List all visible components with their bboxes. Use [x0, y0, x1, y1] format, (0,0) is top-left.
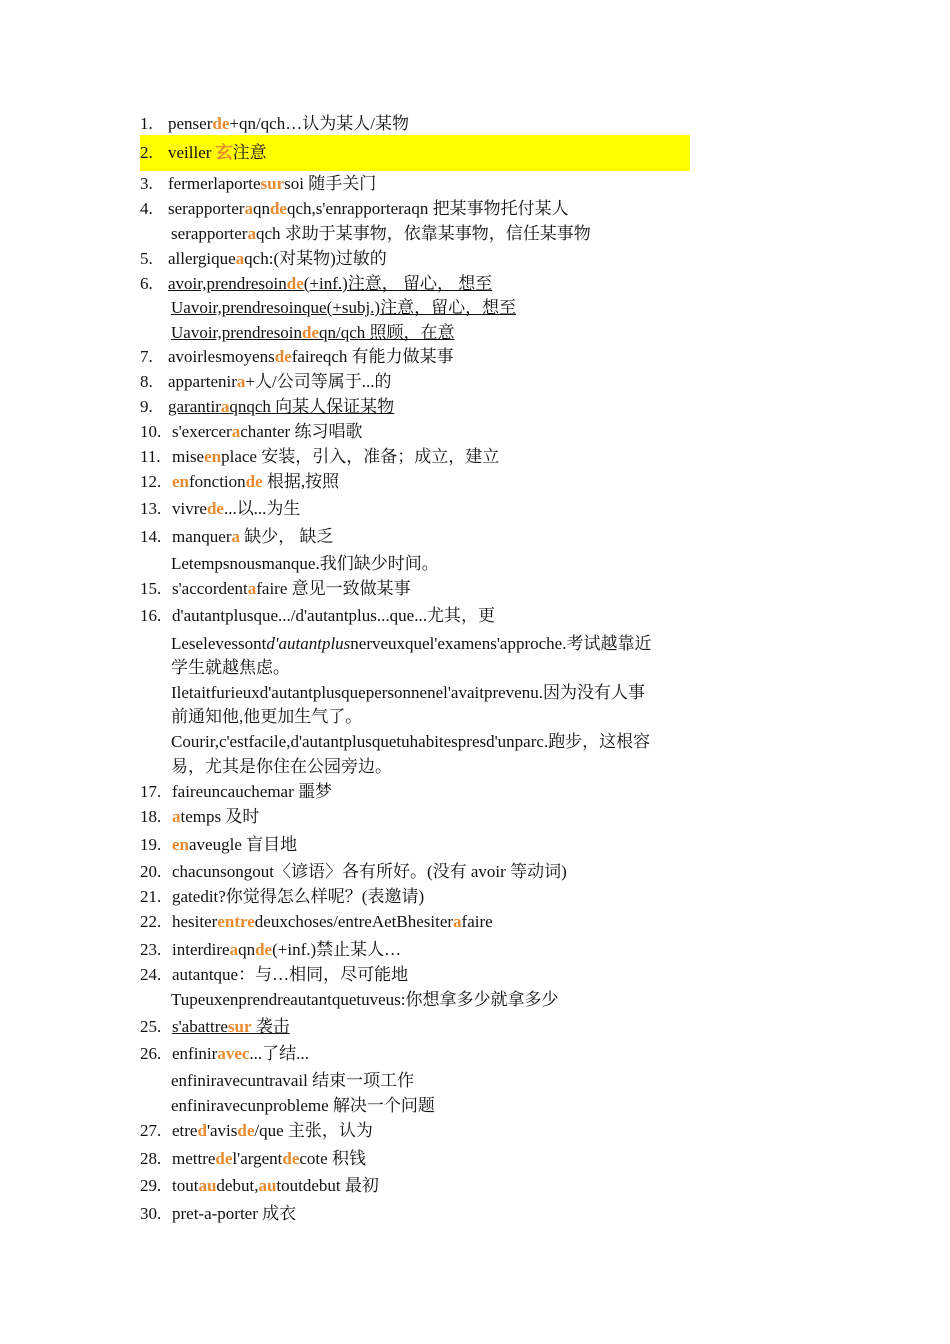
- list-item: [140, 498, 300, 520]
- item-number: 5.: [140, 249, 153, 268]
- text-segment: Uavoir,prendresoin: [171, 323, 303, 342]
- item-number: 4.: [140, 199, 153, 218]
- item-number: 1.: [140, 114, 153, 133]
- item-text: [171, 658, 290, 677]
- list-item: [140, 911, 493, 933]
- text-segment: 'avis: [206, 1121, 238, 1140]
- list-item: [140, 471, 339, 493]
- list-item: [140, 1016, 290, 1038]
- list-item-continuation: [171, 682, 645, 704]
- text-segment: serapporter: [171, 224, 248, 243]
- highlighted-preposition: d: [197, 1121, 207, 1140]
- text-segment: tout: [172, 1176, 199, 1195]
- item-text: [168, 347, 454, 366]
- text-segment: hesiter: [172, 912, 218, 931]
- list-item: [140, 371, 391, 393]
- list-item-continuation: [171, 756, 392, 778]
- item-text: [171, 554, 439, 573]
- text-segment: debut,: [216, 1176, 259, 1195]
- text-segment: /que 主张，认为: [254, 1121, 373, 1140]
- item-number: 19.: [140, 835, 162, 854]
- text-segment: Iletaitfurieuxd'autantplusquepersonnenel'avaitprevenu.因为没有人事: [171, 683, 645, 702]
- highlighted-preposition: de: [206, 499, 224, 518]
- highlighted-preposition: a: [235, 249, 245, 268]
- text-segment: qn: [238, 940, 256, 959]
- text-segment: nerveuxquel'examens'approche.考试越靠近: [350, 634, 652, 653]
- item-number: 28.: [140, 1149, 162, 1168]
- item-text: [168, 199, 569, 218]
- text-segment: 袭击: [251, 1017, 290, 1036]
- item-number: 24.: [140, 965, 162, 984]
- list-item-continuation: [171, 989, 558, 1011]
- text-segment: qn: [252, 199, 270, 218]
- item-text: [168, 397, 394, 416]
- highlighted-preposition: de: [255, 940, 273, 959]
- text-segment: s'abattre: [172, 1017, 228, 1036]
- item-number: 20.: [140, 862, 162, 881]
- item-text: [171, 1071, 414, 1090]
- item-text: [171, 757, 392, 776]
- text-segment: 缺少， 缺乏: [239, 527, 334, 546]
- text-segment: veiller: [168, 143, 216, 162]
- highlighted-preposition: de: [245, 472, 263, 491]
- item-number: 16.: [140, 606, 162, 625]
- item-text: [168, 143, 267, 162]
- list-item-continuation: [171, 223, 591, 245]
- list-item: [140, 273, 492, 295]
- list-item: [140, 939, 401, 961]
- list-item: [140, 1120, 373, 1142]
- text-segment: toutdebut 最初: [276, 1176, 379, 1195]
- highlighted-preposition: de: [237, 1121, 255, 1140]
- item-text: [168, 174, 376, 193]
- item-text: [168, 114, 409, 133]
- text-segment: cote 积钱: [299, 1149, 366, 1168]
- text-segment: 注意: [232, 143, 267, 162]
- text-segment: d'autantplus: [266, 634, 351, 653]
- list-item: [140, 142, 267, 164]
- highlighted-preposition: a: [247, 579, 257, 598]
- item-number: 13.: [140, 499, 162, 518]
- text-segment: gatedit?你觉得怎么样呢？(表邀请): [172, 887, 425, 906]
- item-number: 15.: [140, 579, 162, 598]
- text-segment: vivre: [172, 499, 207, 518]
- list-item-continuation: [171, 706, 362, 728]
- text-segment: 前通知他,他更加生气了。: [171, 707, 363, 726]
- item-text: [171, 1096, 435, 1115]
- text-segment: soi 随手关门: [284, 174, 377, 193]
- text-segment: faireqch 有能力做某事: [291, 347, 454, 366]
- text-segment: qn/qch 照顾，在意: [319, 323, 455, 342]
- text-segment: +qn/qch…认为某人/某物: [229, 114, 409, 133]
- text-segment: avoirlesmoyens: [168, 347, 275, 366]
- text-segment: place 安装，引入，准备；成立，建立: [221, 447, 500, 466]
- list-item-continuation: [171, 1095, 435, 1117]
- highlighted-preposition: a: [220, 397, 230, 416]
- item-text: [172, 835, 297, 854]
- text-segment: s'exercer: [172, 422, 232, 441]
- item-text: [171, 683, 645, 702]
- item-text: [171, 634, 651, 653]
- item-number: 9.: [140, 397, 153, 416]
- item-number: 14.: [140, 527, 162, 546]
- item-text: [172, 579, 411, 598]
- list-item: [140, 1043, 309, 1065]
- list-item: [140, 886, 424, 908]
- text-segment: enfinir: [172, 1044, 218, 1063]
- highlighted-preposition: de: [282, 1149, 300, 1168]
- text-segment: qch 求助于某事物，依靠某事物，信任某事物: [255, 224, 591, 243]
- text-segment: aveugle 盲目地: [189, 835, 298, 854]
- text-segment: d'autantplusque.../d'autantplus...que...尤其，更: [172, 606, 495, 625]
- list-item: [140, 446, 499, 468]
- item-text: [171, 224, 591, 243]
- text-segment: qch:(对某物)过敏的: [244, 249, 387, 268]
- item-number: 25.: [140, 1017, 162, 1036]
- highlighted-preposition: de: [274, 347, 292, 366]
- item-number: 21.: [140, 887, 162, 906]
- text-segment: fonction: [189, 472, 246, 491]
- text-segment: 易，尤其是你住在公园旁边。: [171, 757, 392, 776]
- list-item: [140, 578, 411, 600]
- list-item: [140, 248, 387, 270]
- text-segment: qnqch 向某人保证某物: [229, 397, 395, 416]
- text-segment: penser: [168, 114, 213, 133]
- text-segment: Uavoir,prendresoinque(+subj.)注意，留心，想至: [171, 298, 517, 317]
- highlighted-preposition: de: [269, 199, 287, 218]
- item-text: [172, 447, 499, 466]
- text-segment: mise: [172, 447, 205, 466]
- list-item: [140, 1203, 296, 1225]
- text-segment: faire: [461, 912, 493, 931]
- highlighted-preposition: au: [198, 1176, 217, 1195]
- list-item: [140, 198, 569, 220]
- item-number: 30.: [140, 1204, 162, 1223]
- highlighted-preposition: a: [236, 372, 246, 391]
- text-segment: (+inf.)注意， 留心， 想至: [303, 274, 493, 293]
- item-number: 27.: [140, 1121, 162, 1140]
- item-text: [172, 862, 567, 881]
- list-item-continuation: [171, 633, 651, 655]
- highlighted-preposition: au: [258, 1176, 277, 1195]
- list-item: [140, 421, 362, 443]
- text-segment: allergique: [168, 249, 236, 268]
- text-segment: chanter 练习唱歌: [240, 422, 363, 441]
- text-segment: mettre: [172, 1149, 216, 1168]
- item-text: [172, 472, 339, 491]
- highlighted-preposition: en: [172, 835, 189, 854]
- item-text: [171, 990, 558, 1009]
- highlighted-preposition: de: [302, 323, 320, 342]
- highlighted-preposition: avec: [217, 1044, 250, 1063]
- item-number: 6.: [140, 274, 153, 293]
- text-segment: faire 意见一致做某事: [256, 579, 411, 598]
- text-segment: fermerlaporte: [168, 174, 261, 193]
- item-text: [172, 965, 408, 984]
- list-item: [140, 861, 567, 883]
- list-item-continuation: [171, 731, 650, 753]
- text-segment: etre: [172, 1121, 198, 1140]
- item-text: [172, 1204, 296, 1223]
- highlighted-preposition: sur: [260, 174, 285, 193]
- text-segment: +人/公司等属于...的: [245, 372, 392, 391]
- highlighted-preposition: sur: [227, 1017, 252, 1036]
- item-number: 26.: [140, 1044, 162, 1063]
- list-item: [140, 781, 332, 803]
- item-text: [172, 499, 300, 518]
- highlighted-preposition: a: [231, 527, 240, 546]
- text-segment: qch,s'enrapporteraqn 把某事物托付某人: [286, 199, 569, 218]
- text-segment: Courir,c'estfacile,d'autantplusquetuhabitespresd'unparc.跑步，这根容: [171, 732, 651, 751]
- text-segment: chacunsongout〈谚语〉各有所好。(没有 avoir 等动词): [172, 862, 567, 881]
- list-item: [140, 1148, 366, 1170]
- item-text: [168, 372, 391, 391]
- item-text: [168, 249, 387, 268]
- list-item: [140, 605, 495, 627]
- item-number: 7.: [140, 347, 153, 366]
- text-segment: appartenir: [168, 372, 237, 391]
- highlighted-preposition: en: [204, 447, 222, 466]
- text-segment: interdire: [172, 940, 230, 959]
- item-text: [172, 1044, 309, 1063]
- item-number: 17.: [140, 782, 162, 801]
- text-segment: ...了结...: [249, 1044, 309, 1063]
- text-segment: faireuncauchemar 噩梦: [172, 782, 332, 801]
- item-number: 23.: [140, 940, 162, 959]
- item-text: [172, 422, 362, 441]
- item-text: [171, 707, 362, 726]
- list-item: [140, 964, 408, 986]
- list-item: [140, 173, 376, 195]
- item-text: [172, 782, 332, 801]
- highlighted-preposition: a: [247, 224, 256, 243]
- item-text: [168, 274, 492, 293]
- list-item-continuation: [171, 322, 455, 344]
- item-text: [172, 807, 259, 826]
- item-text: [172, 912, 493, 931]
- highlighted-preposition: a: [231, 422, 241, 441]
- item-number: 8.: [140, 372, 153, 391]
- highlighted-preposition: a: [229, 940, 239, 959]
- item-number: 18.: [140, 807, 162, 826]
- item-number: 10.: [140, 422, 162, 441]
- highlighted-preposition: de: [215, 1149, 233, 1168]
- item-number: 29.: [140, 1176, 162, 1195]
- item-number: 12.: [140, 472, 162, 491]
- item-number: 2.: [140, 143, 153, 162]
- item-text: [171, 298, 516, 317]
- highlighted-preposition: en: [172, 472, 189, 491]
- text-segment: deuxchoses/entreAetBhesiter: [254, 912, 454, 931]
- text-segment: Letempsnousmanque.我们缺少时间。: [171, 554, 439, 573]
- list-item: [140, 113, 409, 135]
- item-text: [172, 606, 495, 625]
- list-item-continuation: [171, 553, 439, 575]
- item-text: [172, 1017, 290, 1036]
- item-number: 3.: [140, 174, 153, 193]
- item-number: 22.: [140, 912, 162, 931]
- list-item-continuation: [171, 657, 290, 679]
- highlighted-preposition: entre: [217, 912, 255, 931]
- item-text: [172, 527, 333, 546]
- item-text: [172, 887, 424, 906]
- highlighted-preposition: a: [244, 199, 253, 218]
- text-segment: Leselevessont: [171, 634, 267, 653]
- text-segment: l'argent: [232, 1149, 283, 1168]
- text-segment: avoir,prendresoin: [168, 274, 287, 293]
- list-item: [140, 1175, 379, 1197]
- list-item: [140, 346, 454, 368]
- text-segment: enfiniravecuntravail 结束一项工作: [171, 1071, 415, 1090]
- list-item: [140, 396, 394, 418]
- text-segment: Tupeuxenprendreautantquetuveus:你想拿多少就拿多少: [171, 990, 559, 1009]
- text-segment: ...以...为生: [223, 499, 301, 518]
- text-segment: autantque：与…相同，尽可能地: [172, 965, 409, 984]
- text-segment: temps 及时: [180, 807, 260, 826]
- text-segment: 学生就越焦虑。: [171, 658, 290, 677]
- item-text: [172, 1121, 373, 1140]
- highlighted-preposition: 玄: [215, 143, 233, 162]
- item-text: [172, 1176, 379, 1195]
- list-item: [140, 806, 259, 828]
- list-item-continuation: [171, 1070, 414, 1092]
- list-item: [140, 834, 297, 856]
- list-item: [140, 526, 333, 548]
- highlighted-preposition: a: [172, 807, 181, 826]
- text-segment: pret-a-porter 成衣: [172, 1204, 297, 1223]
- text-segment: serapporter: [168, 199, 245, 218]
- item-text: [172, 1149, 366, 1168]
- text-segment: s'accordent: [172, 579, 248, 598]
- highlighted-preposition: a: [453, 912, 462, 931]
- text-segment: enfiniravecunprobleme 解决一个问题: [171, 1096, 435, 1115]
- highlighted-preposition: de: [212, 114, 230, 133]
- text-segment: 根据,按照: [262, 472, 340, 491]
- item-text: [172, 940, 401, 959]
- item-text: [171, 732, 650, 751]
- item-number: 11.: [140, 447, 161, 466]
- list-item-continuation: [171, 297, 516, 319]
- text-segment: garantir: [168, 397, 221, 416]
- text-segment: manquer: [172, 527, 232, 546]
- text-segment: (+inf.)禁止某人…: [272, 940, 402, 959]
- highlighted-preposition: de: [286, 274, 304, 293]
- item-text: [171, 323, 455, 342]
